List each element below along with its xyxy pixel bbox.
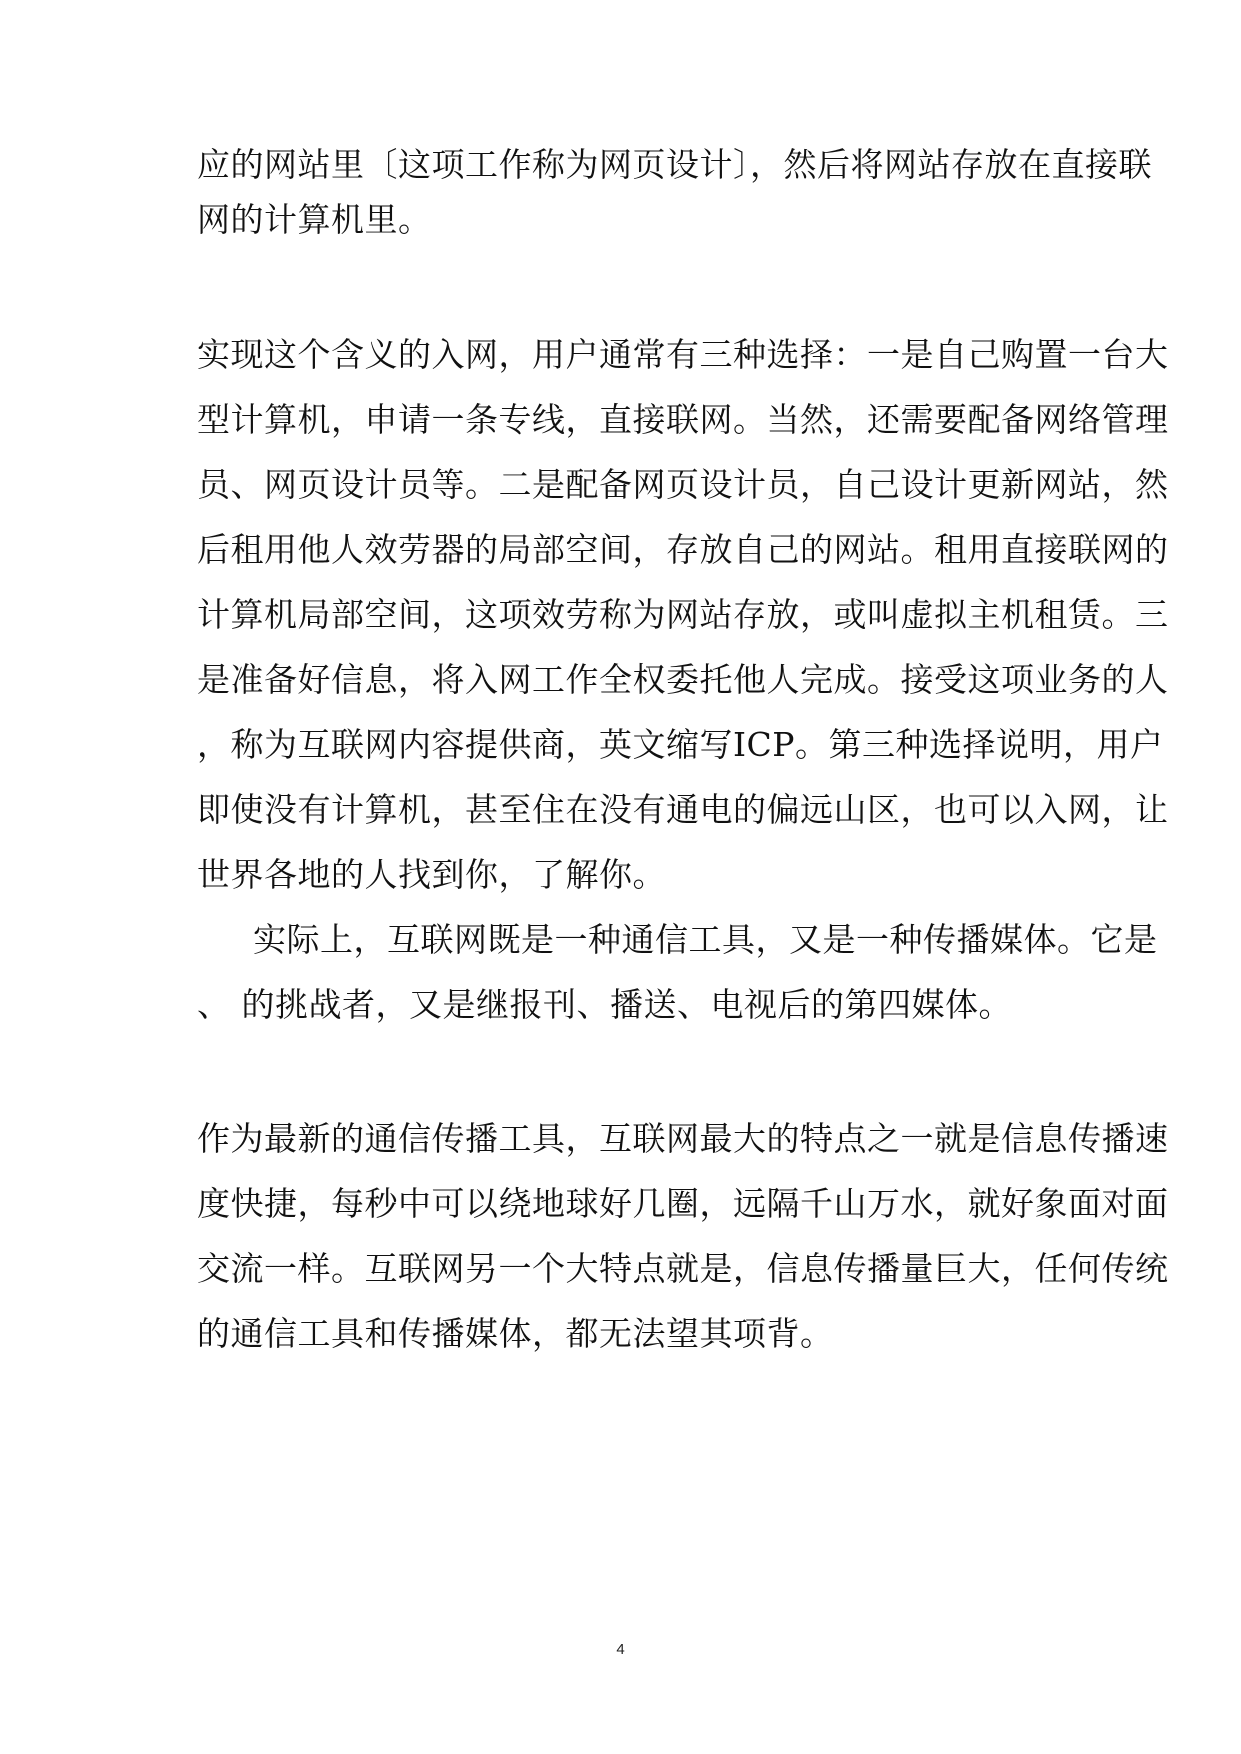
text-line: 即使没有计算机，甚至住在没有通电的偏远山区，也可以入网，让 [197, 790, 1169, 829]
text-line: ，称为互联网内容提供商，英文缩写ICP。第三种选择说明，用户 [197, 725, 1164, 764]
text-line-indented: 实际上，互联网既是一种通信工具，又是一种传播媒体。它是 [253, 920, 1158, 959]
text-line: 后租用他人效劳器的局部空间，存放自己的网站。租用直接联网的 [197, 530, 1169, 569]
text-line: 是准备好信息，将入网工作全权委托他人完成。接受这项业务的人 [197, 660, 1169, 699]
text-line: 型计算机，申请一条专线，直接联网。当然，还需要配备网络管理 [197, 400, 1169, 439]
text-line: 实现这个含义的入网，用户通常有三种选择：一是自己购置一台大 [197, 335, 1169, 374]
text-line: 度快捷，每秒中可以绕地球好几圈，远隔千山万水，就好象面对面 [197, 1184, 1169, 1223]
text-line: 的通信工具和传播媒体，都无法望其项背。 [197, 1314, 834, 1353]
text-line: 作为最新的通信传播工具，互联网最大的特点之一就是信息传播速 [197, 1119, 1169, 1158]
text-line: 交流一样。互联网另一个大特点就是，信息传播量巨大，任何传统 [197, 1249, 1169, 1288]
text-line: 世界各地的人找到你，了解你。 [197, 855, 666, 894]
text-line: 、 的挑战者，又是继报刊、播送、电视后的第四媒体。 [197, 985, 1012, 1024]
text-line: 应的网站里〔这项工作称为网页设计〕，然后将网站存放在直接联 [197, 145, 1152, 184]
page-number: 4 [616, 1641, 625, 1658]
text-line: 计算机局部空间，这项效劳称为网站存放，或叫虚拟主机租赁。三 [197, 595, 1169, 634]
text-line: 员、网页设计员等。二是配备网页设计员，自己设计更新网站，然 [197, 465, 1169, 504]
text-line: 网的计算机里。 [197, 200, 432, 239]
